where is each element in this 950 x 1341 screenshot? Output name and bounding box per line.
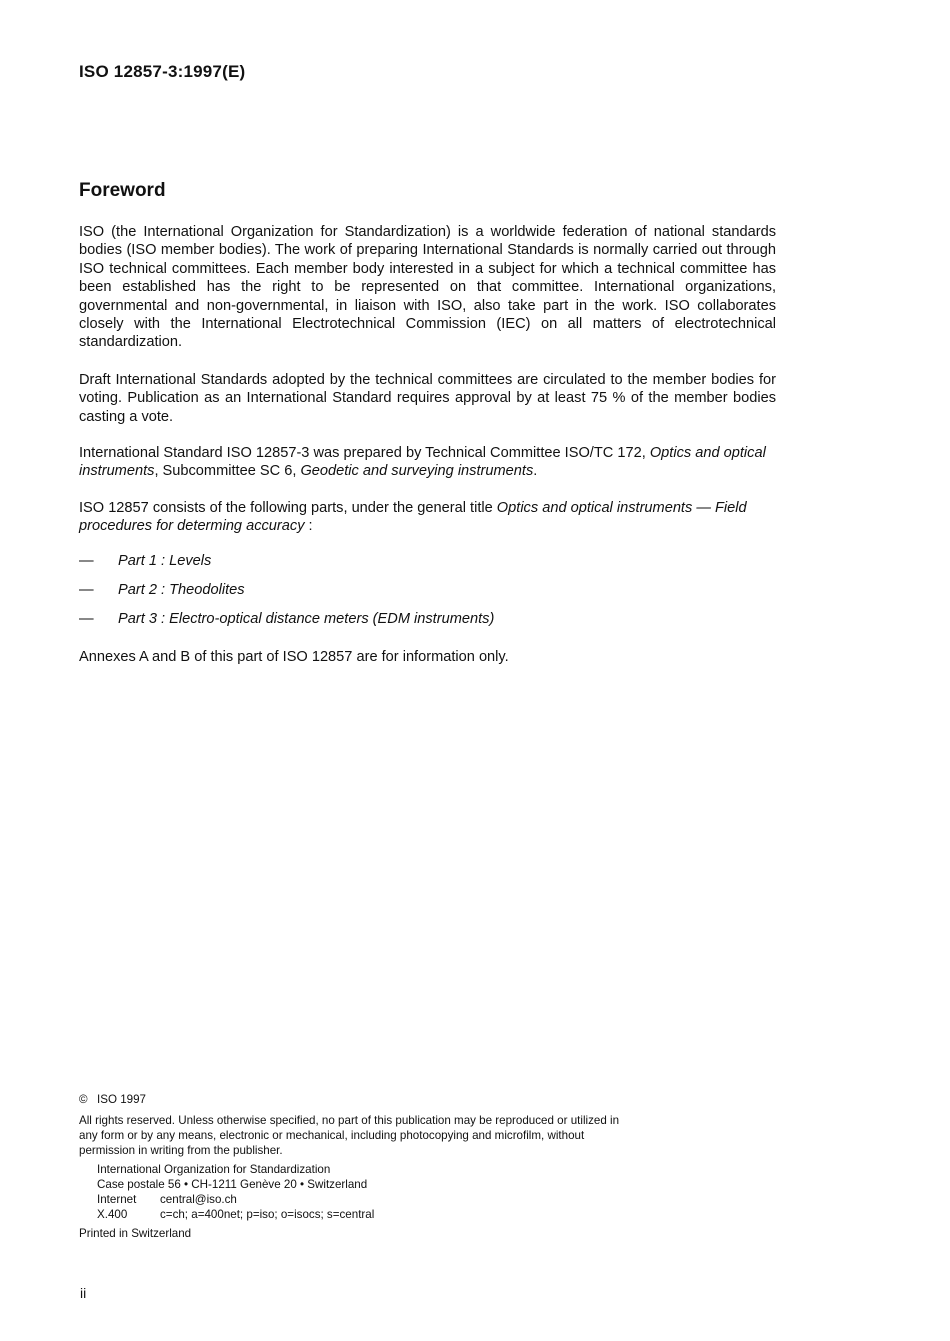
p3-text-e: . <box>533 463 538 480</box>
p4-general-title: Optics and optical instruments — Field procedures for determing accuracy <box>79 500 747 535</box>
list-item-text: Part 1 : Levels <box>118 553 212 569</box>
x400-address: c=ch; a=400net; p=iso; o=isocs; s=central <box>160 1208 375 1221</box>
copyright-line <box>79 1092 639 1107</box>
list-item <box>79 581 776 610</box>
publisher-org: International Organization for Standardization <box>97 1163 331 1176</box>
p3-committee-title: Optics and optical instruments <box>79 445 766 480</box>
list-item <box>79 552 776 581</box>
publisher-postal: Case postale 56 • CH-1211 Genève 20 • Switzerland <box>97 1178 368 1191</box>
p4-text-c: : <box>304 518 313 535</box>
x400-row <box>97 1207 374 1222</box>
rights-notice: All rights reserved. Unless otherwise specified, no part of this publication may be reproduced or utilized in any form or by any means, electronic or mechanical, including photocopying and microfilm, without permission in writing from the publisher. <box>79 1114 620 1157</box>
list-dash: — <box>79 553 94 569</box>
foreword-paragraph-2: Draft International Standards adopted by the technical committees are circulated to the member bodies for voting. Publication as an International Standard requires approval by at least 75 % of the member bodies casting a vote. <box>79 372 776 425</box>
publisher-address <box>97 1162 374 1222</box>
document-id: ISO 12857-3:1997(E) <box>79 62 246 81</box>
internet-label: Internet <box>97 1193 137 1206</box>
page-number: ii <box>80 1285 87 1301</box>
copyright-symbol: © <box>79 1093 88 1106</box>
foreword-paragraph-5: Annexes A and B of this part of ISO 12857 are for information only. <box>79 649 509 665</box>
foreword-paragraph-1: ISO (the International Organization for Standardization) is a worldwide federation of national standards bodies (ISO member bodies). The work of preparing International Standards is normally carried out through ISO technical committees. Each member body interested in a subject for which a technical committee has been established has the right to be represented on that committee. International organizations, governmental and non-governmental, in liaison with ISO, also take part in the work. ISO collaborates closely with the International Electrotechnical Commission (IEC) on all matters of electrotechnical standardization. <box>79 224 776 351</box>
p3-text-a: International Standard ISO 12857-3 was prepared by Technical Committee ISO/TC 172, <box>79 445 650 461</box>
x400-label: X.400 <box>97 1208 128 1221</box>
internet-address: central@iso.ch <box>160 1193 237 1206</box>
foreword-paragraph-4 <box>79 499 776 536</box>
internet-row <box>97 1192 374 1207</box>
list-dash: — <box>79 582 94 598</box>
p4-text-a: ISO 12857 consists of the following parts, under the general title <box>79 500 497 516</box>
foreword-paragraph-3 <box>79 444 776 481</box>
copyright-year: ISO 1997 <box>97 1093 146 1106</box>
p3-subcommittee-title: Geodetic and surveying instruments <box>300 463 534 480</box>
p3-text-c: , Subcommittee SC 6, <box>154 463 301 480</box>
list-dash: — <box>79 611 94 627</box>
list-item-text: Part 3 : Electro-optical distance meters (EDM instruments) <box>118 611 495 627</box>
printed-in: Printed in Switzerland <box>79 1227 192 1240</box>
list-item <box>79 610 776 639</box>
foreword-heading: Foreword <box>79 180 166 201</box>
list-item-text: Part 2 : Theodolites <box>118 582 245 598</box>
parts-list <box>79 552 776 639</box>
